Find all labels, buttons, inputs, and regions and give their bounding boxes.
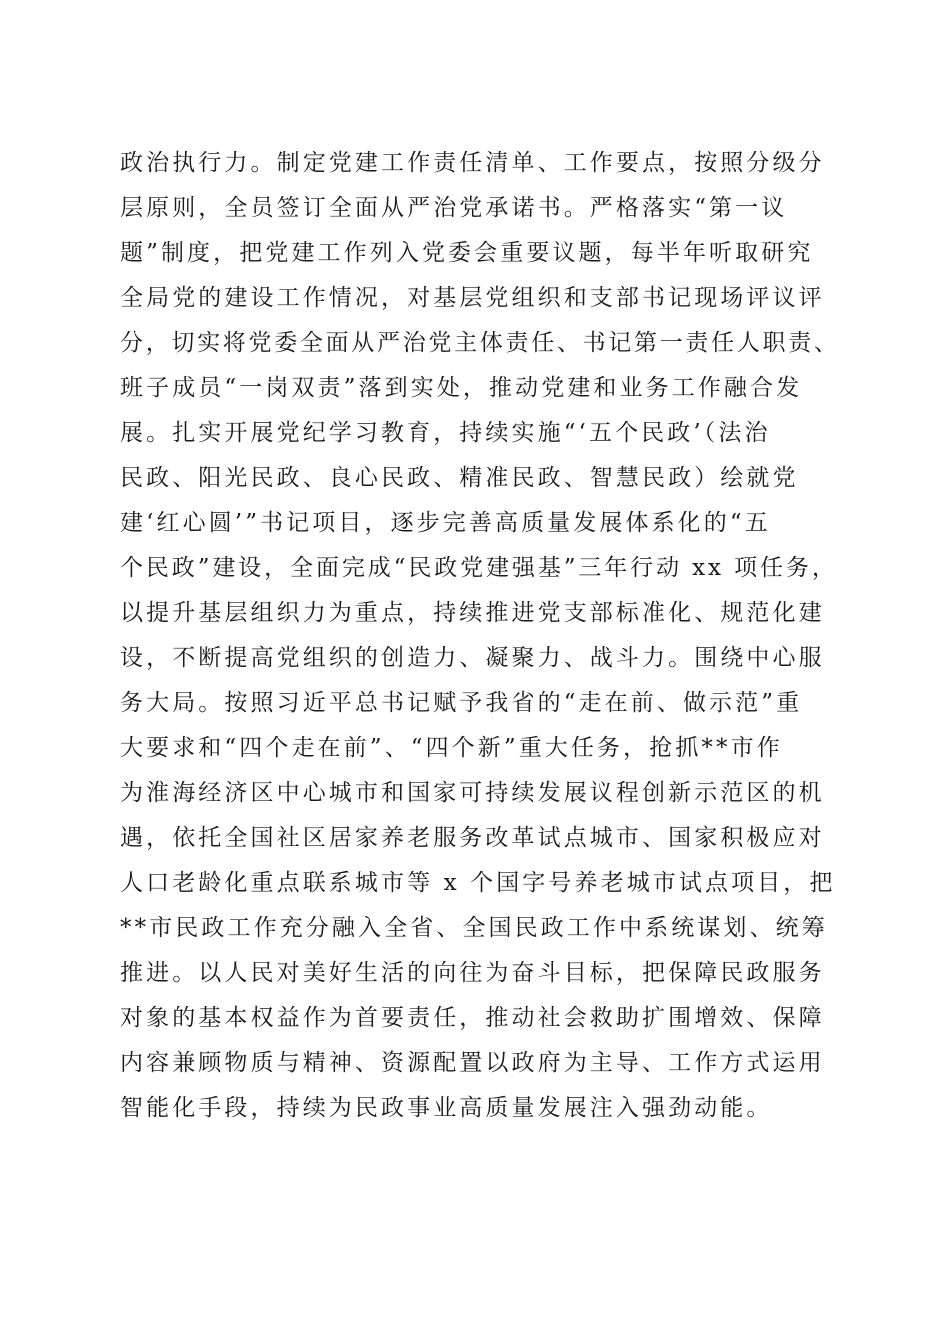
- text-line: **市民政工作充分融入全省、全国民政工作中系统谋划、统筹: [120, 915, 828, 941]
- text-line: 推进。以人民对美好生活的向往为奋斗目标，把保障民政服务: [120, 960, 825, 986]
- text-line: 以提升基层组织力为重点，持续推进党支部标准化、规范化建: [120, 600, 825, 626]
- text-line: 层原则，全员签订全面从严治党承诺书。严格落实“第一议: [120, 195, 788, 221]
- text-line: 务大局。按照习近平总书记赋予我省的“走在前、做示范”重: [120, 690, 803, 716]
- text-line: 遇，依托全国社区居家养老服务改革试点城市、国家积极应对: [120, 825, 825, 851]
- body-paragraph: [120, 141, 840, 1131]
- text-line: 全局党的建设工作情况，对基层党组织和支部书记现场评议评: [120, 285, 825, 311]
- text-line: 大要求和“四个走在前”、“四个新”重大任务，抢抓**市作: [120, 735, 783, 761]
- text-line: 民政、阳光民政、良心民政、精准民政、智慧民政）绘就党: [120, 465, 799, 491]
- text-line: 个民政”建设，全面完成“民政党建强基”三年行动 xx 项任务，: [120, 555, 838, 581]
- text-line: 内容兼顾物质与精神、资源配置以政府为主导、工作方式运用: [120, 1050, 825, 1076]
- text-line: 班子成员“一岗双责”落到实处，推动党建和业务工作融合发: [120, 375, 803, 401]
- text-line: 智能化手段，持续为民政事业高质量发展注入强劲动能。: [120, 1095, 773, 1121]
- text-line: 对象的基本权益作为首要责任，推动社会救助扩围增效、保障: [120, 1005, 825, 1031]
- text-line: 人口老龄化重点联系城市等 x 个国字号养老城市试点项目，把: [120, 870, 836, 896]
- text-line: 为淮海经济区中心城市和国家可持续发展议程创新示范区的机: [120, 780, 825, 806]
- text-line: 题”制度，把党建工作列入党委会重要议题，每半年听取研究: [120, 240, 814, 266]
- text-line: 设，不断提高党组织的创造力、凝聚力、战斗力。围绕中心服: [120, 645, 825, 671]
- text-line: 建‘红心圆’”书记项目，逐步完善高质量发展体系化的“五: [120, 510, 771, 536]
- text-line: 展。扎实开展党纪学习教育，持续实施“‘五个民政’（法治: [120, 420, 771, 446]
- text-line: 分，切实将党委全面从严治党主体责任、书记第一责任人职责、: [120, 330, 840, 356]
- text-line: 政治执行力。制定党建工作责任清单、工作要点，按照分级分: [120, 150, 825, 176]
